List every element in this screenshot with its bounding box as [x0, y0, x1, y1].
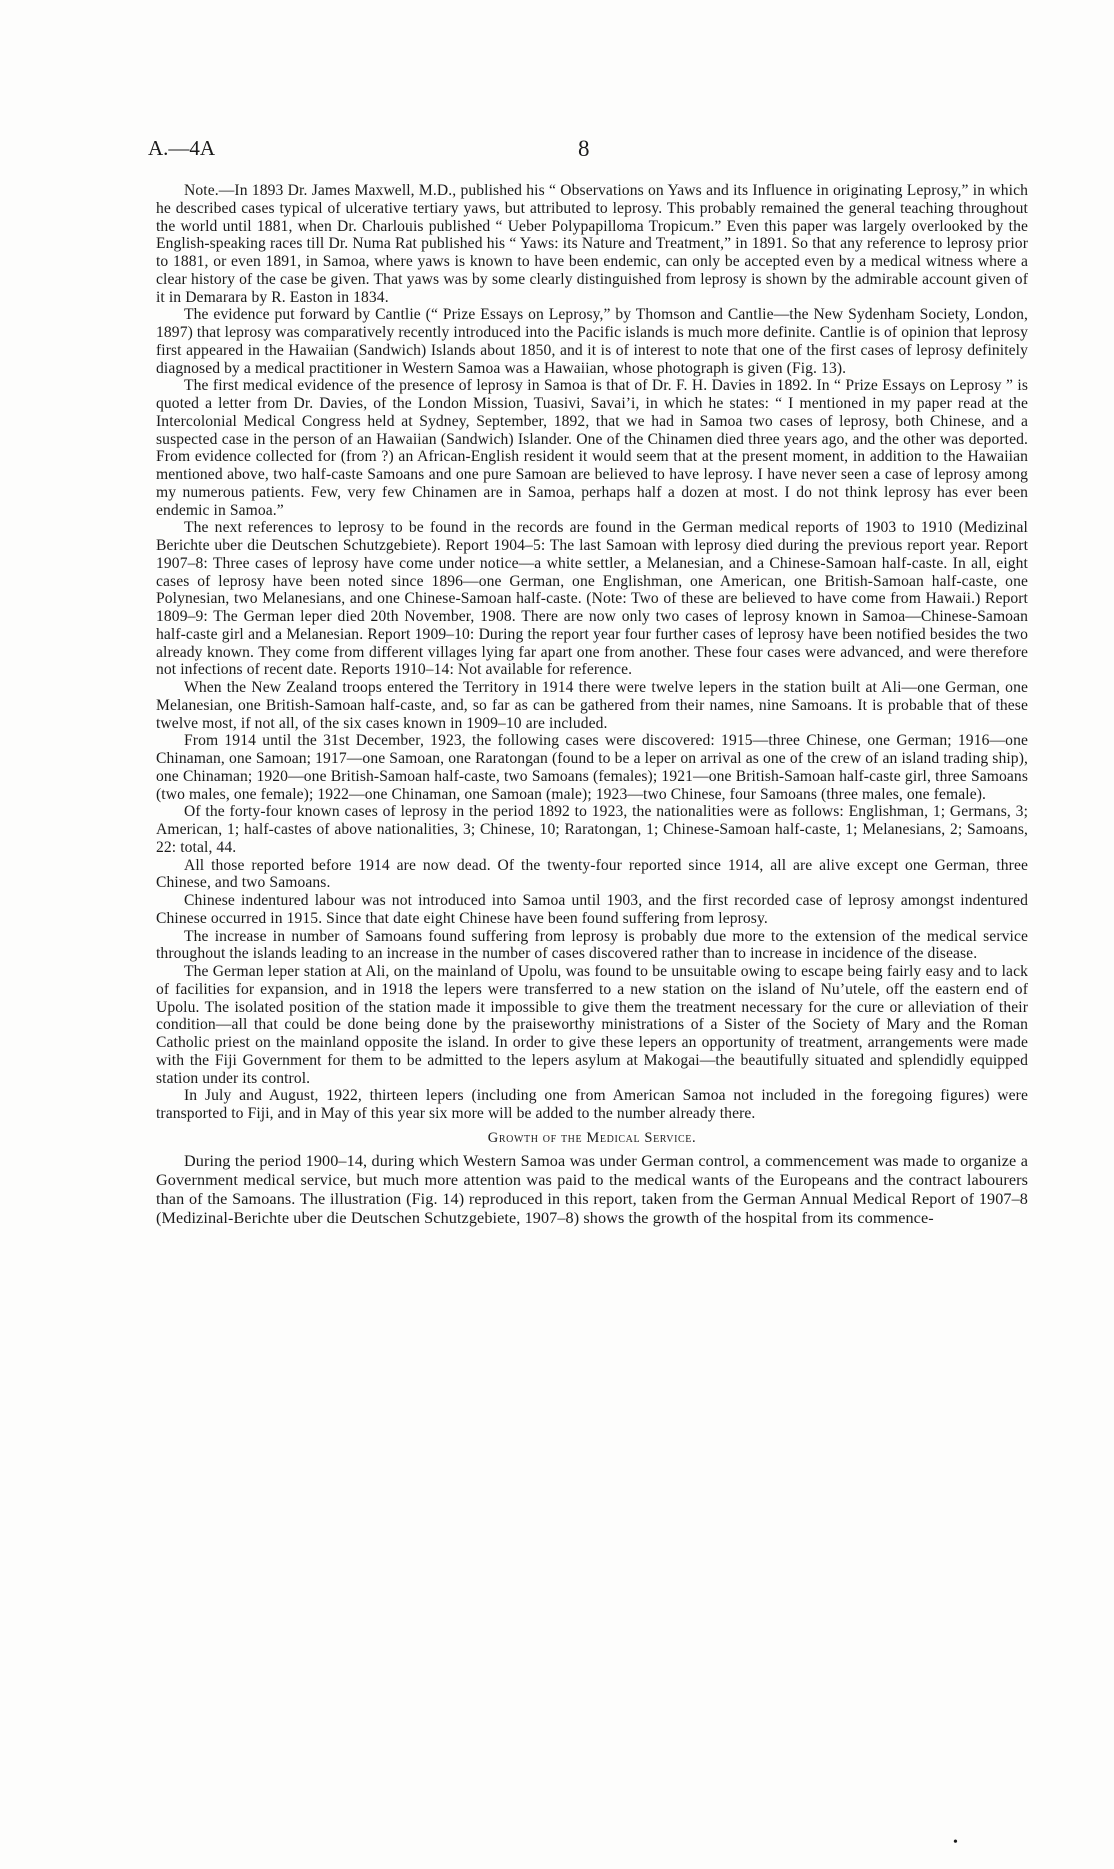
paragraph: In July and August, 1922, thirteen lepers (including one from American Samoa not included in the foregoing figures) were transported to Fiji, and in May of this year six more will be added to the number already there.	[156, 1087, 1028, 1122]
paragraph: During the period 1900–14, during which Western Samoa was under German control, a commencement was made to organize a Government medical service, but much more attention was paid to the medical wants of the Europeans and the contract labourers than of the Samoans. The illustration (Fig. 14) reproduced in this report, taken from the German Annual Medical Report of 1907–8 (Medizinal-Berichte uber die Deutschen Schutzgebiete, 1907–8) shows the growth of the hospital from its commence-	[156, 1151, 1028, 1227]
paragraph: The evidence put forward by Cantlie (“ Prize Essays on Leprosy,” by Thomson and Cantlie—the New Sydenham Society, London, 1897) that leprosy was comparatively recently introduced into the Pacific islands is much more definite. Cantlie is of opinion that leprosy first appeared in the Hawaiian (Sandwich) Islands about 1850, and it is of interest to note that one of the first cases of leprosy definitely diagnosed by a medical practitioner in Western Samoa was a Hawaiian, whose photograph is given (Fig. 13).	[156, 306, 1028, 377]
page-header	[148, 136, 1000, 166]
body-text	[156, 182, 1028, 1228]
paragraph: The next references to leprosy to be found in the records are found in the German medical reports of 1903 to 1910 (Medizinal Berichte uber die Deutschen Schutzgebiete). Report 1904–5: The last Samoan with leprosy died during the previous report year. Report 1907–8: Three cases of leprosy have come under notice—a white settler, a Melanesian, and a Chinese-Samoan half-caste. In all, eight cases of leprosy have been noted since 1896—one German, one Englishman, one American, one British-Samoan half-caste, one Polynesian, two Melanesians, and one Chinese-Samoan half-caste. (Note: Two of these are believed to have come from Hawaii.) Report 1809–9: The German leper died 20th November, 1908. There are now only two cases of leprosy known in Samoa—Chinese-Samoan half-caste girl and a Melanesian. Report 1909–10: During the report year four further cases of leprosy have been notified besides the two already known. They come from different villages lying far apart one from another. These four cases were advanced, and were therefore not infections of recent date. Reports 1910–14: Not available for reference.	[156, 519, 1028, 679]
section-heading: Growth of the Medical Service.	[487, 1129, 697, 1146]
paragraph-note: Note.—In 1893 Dr. James Maxwell, M.D., published his “ Observations on Yaws and its Influence in originating Leprosy,” in which he described cases typical of ulcerative tertiary yaws, but attributed to leprosy. This probably remained the general teaching throughout the world until 1881, when Dr. Charlouis published “ Ueber Polypapilloma Tropicum.” Even this paper was largely overlooked by the English-speaking races till Dr. Numa Rat published his “ Yaws: its Nature and Treatment,” in 1891. So that any reference to leprosy prior to 1881, or even 1891, in Samoa, where yaws is known to have been endemic, can only be accepted even by a medical witness where a clear history of the case be given. That yaws was by some clearly distinguished from leprosy is shown by the admirable account given of it in Demarara by R. Easton in 1834.	[156, 182, 1028, 306]
paragraph: From 1914 until the 31st December, 1923, the following cases were discovered: 1915—three Chinese, one German; 1916—one Chinaman, one Samoan; 1917—one Samoan, one Raratongan (found to be a leper on arrival as one of the crew of an island trading ship), one Chinaman; 1920—one British-Samoan half-caste, two Samoans (females); 1921—one British-Samoan half-caste girl, three Samoans (two males, one female); 1922—one Chinaman, one Samoan (male); 1923—two Chinese, four Samoans (three males, one female).	[156, 732, 1028, 803]
paragraph: When the New Zealand troops entered the Territory in 1914 there were twelve lepers in the station built at Ali—one German, one Melanesian, one British-Samoan half-caste, and, so far as can be gathered from their names, nine Samoans. It is probable that of these twelve most, if not all, of the six cases known in 1909–10 are included.	[156, 679, 1028, 732]
paragraph: The first medical evidence of the presence of leprosy in Samoa is that of Dr. F. H. Davies in 1892. In “ Prize Essays on Leprosy ” is quoted a letter from Dr. Davies, of the London Mission, Tuasivi, Savai’i, in which he states: “ I mentioned in my paper read at the Intercolonial Medical Congress held at Sydney, September, 1892, that we had in Samoa two cases of leprosy, both Chinese, and a suspected case in the person of an Hawaiian (Sandwich) Islander. One of the Chinamen died three years ago, and the other was deported. From evidence collected for (from ?) an African-English resident it would seem that at the present moment, in addition to the Hawaiian mentioned above, two half-caste Samoans and one pure Samoan are believed to have leprosy. I have never seen a case of leprosy among my numerous patients. Few, very few Chinamen are in Samoa, perhaps half a dozen at most. I do not think leprosy has ever been endemic in Samoa.”	[156, 377, 1028, 519]
paragraph: The German leper station at Ali, on the mainland of Upolu, was found to be unsuitable owing to escape being fairly easy and to lack of facilities for expansion, and in 1918 the lepers were transferred to a new station on the island of Nu’utele, off the eastern end of Upolu. The isolated position of the station made it impossible to give them the treatment necessary for the cure or alleviation of their condition—all that could be done being done by the praiseworthy ministrations of a Sister of the Society of Mary and the Roman Catholic priest on the mainland opposite the island. In order to give these lepers an opportunity of treatment, arrangements were made with the Fiji Government for them to be admitted to the lepers asylum at Makogai—the beautifully situated and splendidly equipped station under its control.	[156, 963, 1028, 1087]
paragraph: Of the forty-four known cases of leprosy in the period 1892 to 1923, the nationalities were as follows: Englishman, 1; Germans, 3; American, 1; half-castes of above nationalities, 3; Chinese, 10; Raratongan, 1; Chinese-Samoan half-caste, 1; Melanesians, 2; Samoans, 22: total, 44.	[156, 803, 1028, 856]
document-reference: A.—4A	[148, 136, 216, 160]
paragraph: All those reported before 1914 are now dead. Of the twenty-four reported since 1914, all are alive except one German, three Chinese, and two Samoans.	[156, 856, 1028, 892]
paragraph: Chinese indentured labour was not introduced into Samoa until 1903, and the first recorded case of leprosy amongst indentured Chinese occurred in 1915. Since that date eight Chinese have been found suffering from leprosy.	[156, 892, 1028, 927]
page-mark: •	[953, 1835, 958, 1850]
page-number: 8	[578, 136, 590, 161]
paragraph: The increase in number of Samoans found suffering from leprosy is probably due more to the extension of the medical service throughout the islands leading to an increase in the number of cases discovered rather than to increase in incidence of the disease.	[156, 927, 1028, 963]
